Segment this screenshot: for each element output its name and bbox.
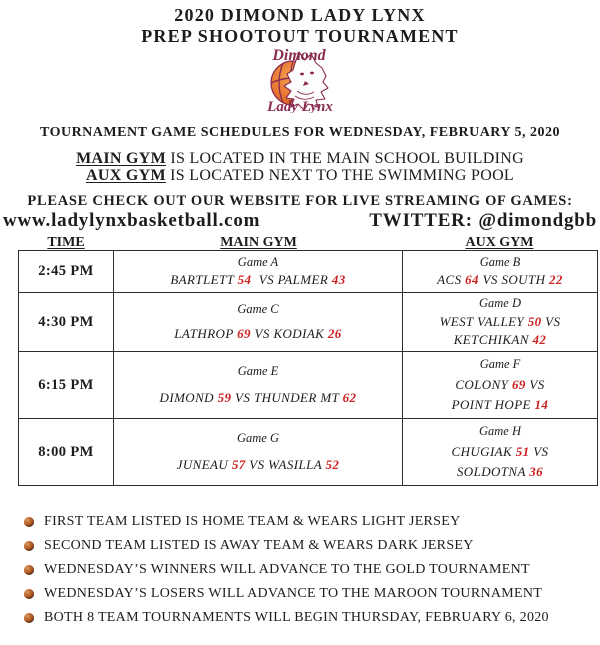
score-value: 64: [465, 272, 479, 288]
matchup-line: [437, 272, 563, 288]
team-text: LATHROP: [174, 325, 238, 341]
main-gym-cell: [114, 251, 403, 293]
score-value: 62: [342, 390, 357, 405]
matchup-line: [170, 272, 345, 288]
header-aux-gym: AUX GYM: [465, 235, 534, 250]
matchup-line: [452, 444, 549, 460]
schedule-table: [18, 250, 598, 486]
note-item: [24, 514, 600, 530]
score-value: 51: [515, 443, 530, 459]
header-main-gym: MAIN GYM: [220, 235, 297, 250]
team-text: DIMOND: [159, 390, 218, 405]
website-url: www.ladylynxbasketball.com: [3, 210, 261, 231]
basketball-bullet-icon: [24, 565, 34, 575]
matchup-line: [440, 314, 561, 330]
streaming-links: [0, 210, 600, 232]
main-gym-cell: [114, 293, 403, 352]
score-value: 26: [327, 325, 342, 341]
score-value: 69: [511, 376, 526, 392]
twitter-handle: TWITTER: @dimondgbb: [369, 210, 597, 231]
score-value: 50: [527, 313, 542, 329]
matchup-line: [177, 457, 340, 473]
game-label: Game B: [479, 254, 521, 269]
basketball-bullet-icon: [24, 541, 34, 551]
time-cell: 4:30 PM: [19, 293, 114, 352]
main-gym-label: MAIN GYM: [76, 150, 167, 167]
title-line-1: 2020 DIMOND LADY LYNX: [174, 5, 426, 25]
header-time: TIME: [47, 235, 85, 250]
score-value: 14: [534, 396, 549, 412]
score-value: 43: [331, 272, 346, 288]
note-item: [24, 562, 600, 578]
lady-lynx-logo-icon: [235, 47, 365, 113]
aux-gym-location-text: IS LOCATED NEXT TO THE SWIMMING POOL: [165, 167, 514, 184]
basketball-bullet-icon: [24, 613, 34, 623]
note-text: SECOND TEAM LISTED IS AWAY TEAM & WEARS DARK JERSEY: [44, 538, 474, 553]
logo-text-top: Dimond: [272, 47, 326, 64]
game-label: Game A: [237, 254, 279, 269]
game-label: Game E: [237, 364, 279, 378]
team-text: VS WASILLA: [245, 457, 326, 472]
game-label: Game D: [478, 296, 521, 311]
schedule-table-block: [18, 236, 598, 486]
score-value: 54: [237, 272, 252, 288]
matchup-line: [452, 397, 549, 413]
page-title: [0, 0, 600, 47]
team-text: VS SOUTH: [478, 272, 550, 288]
main-gym-location-text: IS LOCATED IN THE MAIN SCHOOL BUILDING: [166, 150, 524, 167]
team-text: VS KODIAK: [250, 325, 328, 341]
schedule-heading: TOURNAMENT GAME SCHEDULES FOR WEDNESDAY, FEBRUARY 5, 2020: [39, 125, 561, 140]
team-text: CHUGIAK: [451, 443, 516, 459]
note-item: [24, 538, 600, 554]
matchup-line: [454, 332, 547, 348]
team-text: ACS: [437, 272, 466, 288]
note-text: WEDNESDAY’S WINNERS WILL ADVANCE TO THE GOLD TOURNAMENT: [44, 562, 530, 577]
title-line-2: PREP SHOOTOUT TOURNAMENT: [141, 26, 459, 46]
schedule-table-header: [18, 236, 598, 250]
team-text: KETCHIKAN: [453, 331, 533, 347]
game-label: Game G: [236, 431, 279, 445]
logo-text-bottom: Lady Lynx: [267, 99, 333, 113]
aux-gym-cell: [403, 293, 597, 352]
score-value: 42: [532, 331, 547, 347]
time-cell: 2:45 PM: [19, 251, 114, 293]
team-text: COLONY: [455, 376, 512, 392]
matchup-line: [455, 377, 544, 393]
team-text: VS: [541, 313, 561, 329]
aux-gym-location-line: [0, 167, 600, 184]
basketball-bullet-icon: [24, 517, 34, 527]
main-gym-location-line: [0, 150, 600, 167]
note-text: FIRST TEAM LISTED IS HOME TEAM & WEARS LIGHT JERSEY: [44, 514, 461, 529]
gym-locations: [0, 150, 600, 184]
aux-gym-cell: [403, 419, 597, 485]
note-item: [24, 610, 600, 626]
team-text: VS: [529, 443, 549, 459]
team-text: VS: [525, 376, 545, 392]
matchup-line: [160, 390, 357, 406]
main-gym-cell: [114, 419, 403, 485]
note-text: WEDNESDAY’S LOSERS WILL ADVANCE TO THE MAROON TOURNAMENT: [44, 586, 543, 601]
team-text: VS PALMER: [251, 272, 332, 288]
matchup-line: [174, 326, 341, 342]
game-label: Game H: [478, 424, 521, 439]
matchup-line: [457, 464, 543, 480]
time-cell: 6:15 PM: [19, 352, 114, 419]
score-value: 57: [231, 457, 246, 472]
basketball-bullet-icon: [24, 589, 34, 599]
note-text: BOTH 8 TEAM TOURNAMENTS WILL BEGIN THURSDAY, FEBRUARY 6, 2020: [44, 610, 549, 625]
game-label: Game C: [237, 302, 279, 317]
aux-gym-label: AUX GYM: [85, 167, 166, 184]
team-text: JUNEAU: [176, 457, 232, 472]
score-value: 69: [237, 325, 251, 341]
score-value: 59: [217, 390, 232, 405]
time-cell: 8:00 PM: [19, 419, 114, 485]
streaming-heading: PLEASE CHECK OUT OUR WEBSITE FOR LIVE STREAMING OF GAMES:: [27, 193, 573, 209]
score-value: 22: [549, 272, 563, 288]
team-text: VS THUNDER MT: [231, 390, 343, 405]
team-text: POINT HOPE: [451, 396, 535, 412]
team-logo: [0, 47, 600, 113]
notes-list: [24, 514, 600, 626]
team-text: SOLDOTNA: [456, 463, 530, 479]
main-gym-cell: [114, 352, 403, 419]
score-value: 36: [529, 463, 544, 479]
game-label: Game F: [479, 357, 521, 372]
note-item: [24, 586, 600, 602]
team-text: BARTLETT: [170, 272, 238, 288]
aux-gym-cell: [403, 352, 597, 419]
team-text: WEST VALLEY: [439, 313, 528, 329]
aux-gym-cell: [403, 251, 597, 293]
score-value: 52: [325, 457, 340, 472]
